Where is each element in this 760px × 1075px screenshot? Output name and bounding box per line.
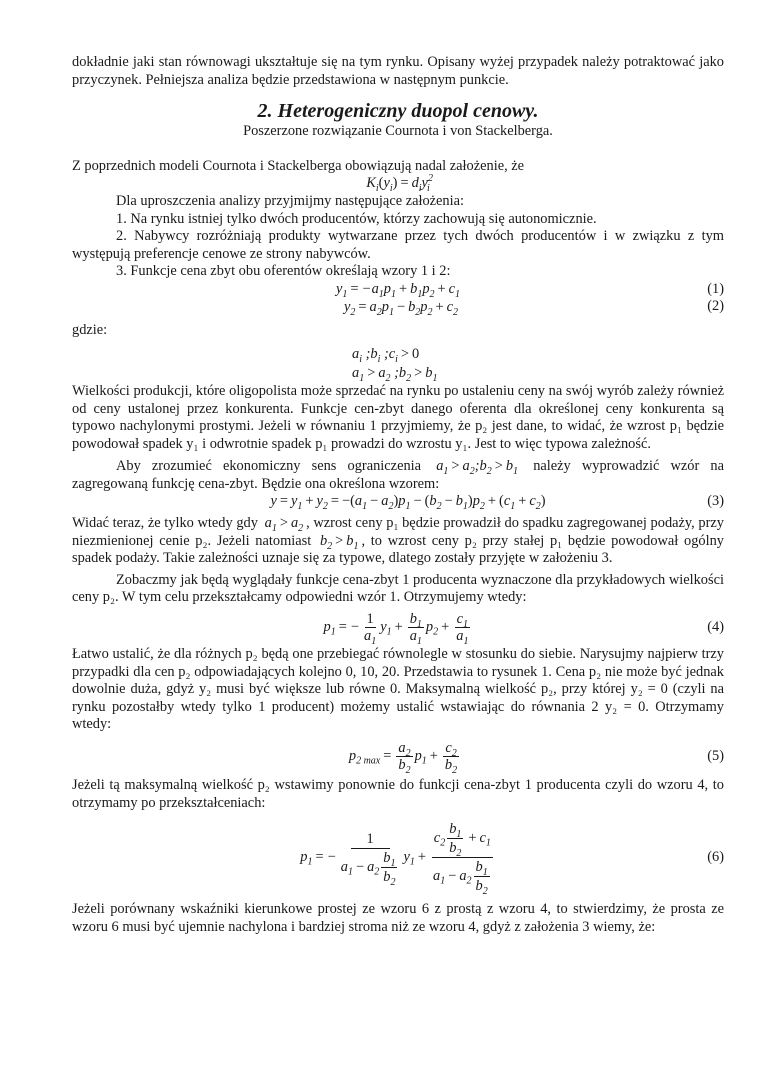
equation-number: (4) (707, 618, 724, 635)
assumption-1: 1. Na rynku istniej tylko dwóch producentów, którzy zachowują się autonomicznie. (116, 210, 597, 227)
paragraph-max: Jeżeli tą maksymalną wielkość p₂ wstawimy ponownie do funkcji cena-zbyt 1 producenta czyli do wzoru 4, to otrzymamy po przekształceniach: (72, 777, 724, 811)
assumption-3: 3. Funkcje cena zbyt obu oferentów określają wzory 1 i 2: (116, 263, 451, 280)
top-paragraph: dokładnie jaki stan równowagi ukształtuje się na tym rynku. Opisany wyżej przypadek należy potraktować jako przyczynek. Pełniejsza analiza będzie przedstawiona w następnym punkcie. (72, 54, 724, 88)
assumption-2: 2. Nabywcy rozróżniają produkty wytwarzane przez tych dwóch producentów i w związku z tym występują preferencje cenowe ze strony nabywców. (72, 228, 724, 262)
section-title: 2. Heterogeniczny duopol cenowy. (257, 100, 539, 123)
condition-positive: $a_i$ $;b_i$ $;c_i > 0$ (352, 345, 420, 365)
paragraph-economic-sense: Aby zrozumieć ekonomiczny sens ograniczenia $a_1$ > $a_2;b_2 > b_1$ należy wyprowadzić wzór na zagregowaną funkcję cena-zbyt. Będzie ona określona wzorem: (72, 458, 724, 492)
condition-inequalities: $a_1 > a_2$ $;b_2 > b_1$ (352, 365, 438, 385)
document-page (72, 54, 724, 936)
equation-number: (3) (707, 493, 724, 510)
equation-number: (1) (707, 280, 724, 297)
paragraph-look: Zobaczmy jak będą wyglądały funkcje cena-zbyt 1 producenta wyznaczone dla przykładowych wielkości ceny p₂. W tym celu przekształcamy odpowiedni wzór 1. Otrzymujemy wtedy: (72, 571, 724, 606)
paragraph-visible: Widać teraz, że tylko wtedy gdy $a_1 > a_2$ , wzrost ceny p₁ będzie prowadził do spadku zagregowanej podaży, przy niezmienionej cenie p₂. Jeżeli natomiast $b_2 > b_1$ , to wzrost ceny p₂ przy stałej p₁ będzie powodował ogólny spadek podaży. Takie zależności uznaje się za typowe, dlatego zostały przyjęte w założeniu 3. (72, 515, 725, 567)
equation-3: $y = y_1 + y_2 = -(a_1 - a_2)p_1 - (b_2 - b_1)p_2 + (c_1 + c_2)$ (3) (270, 493, 724, 513)
equation-2: $y_2 = a_2p_1 - b_2p_2 + c_2$ (2) (344, 298, 724, 318)
intro-paragraph: Z poprzednich modeli Cournota i Stackelberga obowiązują nadal założenie, że (72, 157, 525, 174)
equation-4: $p_1$ = − $\frac{1}{a_1}$ $y_1$ + $\frac{b_1}{a_1}$ $p_2$ + $\frac{c_1}{a_1}$ (4) (323, 611, 724, 647)
equation-number: (5) (707, 747, 724, 764)
equation-cost-function: $K_i(y_i) = d_iy^2_i$ (366, 173, 433, 195)
equation-1: $y_1 = -a_1p_1 + b_1p_2 + c_1$ (1) (335, 280, 724, 300)
paragraph-production: Wielkości produkcji, które oligopolista może sprzedać na rynku po ustaleniu ceny na swój wyrób zależy również od ceny ustalonej przez konkurenta. Funkcje cen-zbyt danego oferenta dla określonej ceny konkurenta są typowo nachylonymi prostymi. Jeżeli w równaniu 1 przyjmiemy, że p₂ jest dane, to widać, że wzrost p₁ będzie powodował spadek y₁ i odwrotnie spadek p₁ prowadzi do wzrostu y₁. Jest to więc typowa zależność. (72, 382, 724, 452)
equation-6: $p_1$ = − 1 $a_1 - a_2$ $\frac{b_1}{b_2}$ $y_1$ + $c_2$ $\frac{b_1}{b_2}$ + $c_1$ $a_1 - a_2$ $\frac{b_1}{b_2}$ (6) (300, 821, 724, 898)
equation-5: $p_{2 max}$ = $\frac{a_2}{b_2}$ $p_1$ + $\frac{c_2}{b_2}$ (5) (348, 740, 724, 776)
assumptions-intro: Dla uproszczenia analizy przyjmijmy następujące założenia: (116, 192, 465, 209)
section-subtitle: Poszerzone rozwiązanie Cournota i von Stackelberga. (243, 123, 553, 140)
paragraph-compare: Jeżeli porównany wskaźniki kierunkowe prostej ze wzoru 6 z prostą z wzoru 4, to stwierdzimy, że prosta ze wzoru 6 musi być ujemnie nachylona i bardziej stroma niż ze wzoru 4, gdyż z założenia 3 wiemy, że: (72, 901, 724, 935)
equation-number: (2) (707, 298, 724, 315)
gdzie-label: gdzie: (72, 322, 108, 339)
paragraph-easy: Łatwo ustalić, że dla różnych p₂ będą one przebiegać równolegle w stosunku do siebie. Narysujmy najpierw trzy przypadki dla cen p₂ odpowiadających kolejno 0, 10, 20. Przedstawia to rysunek 1. Cena p₂ nie może być jednak dowolnie duża, gdyż y₂ musi być większe lub równe 0. Maksymalną wielkość p₂, przy której y₂ = 0 (czyli na rynku pozostałby wtedy tylko 1 producent) możemy ustalić wstawiając do równania 2 y₂ = 0. Otrzymamy wtedy: (72, 646, 724, 733)
equation-number: (6) (707, 848, 724, 865)
